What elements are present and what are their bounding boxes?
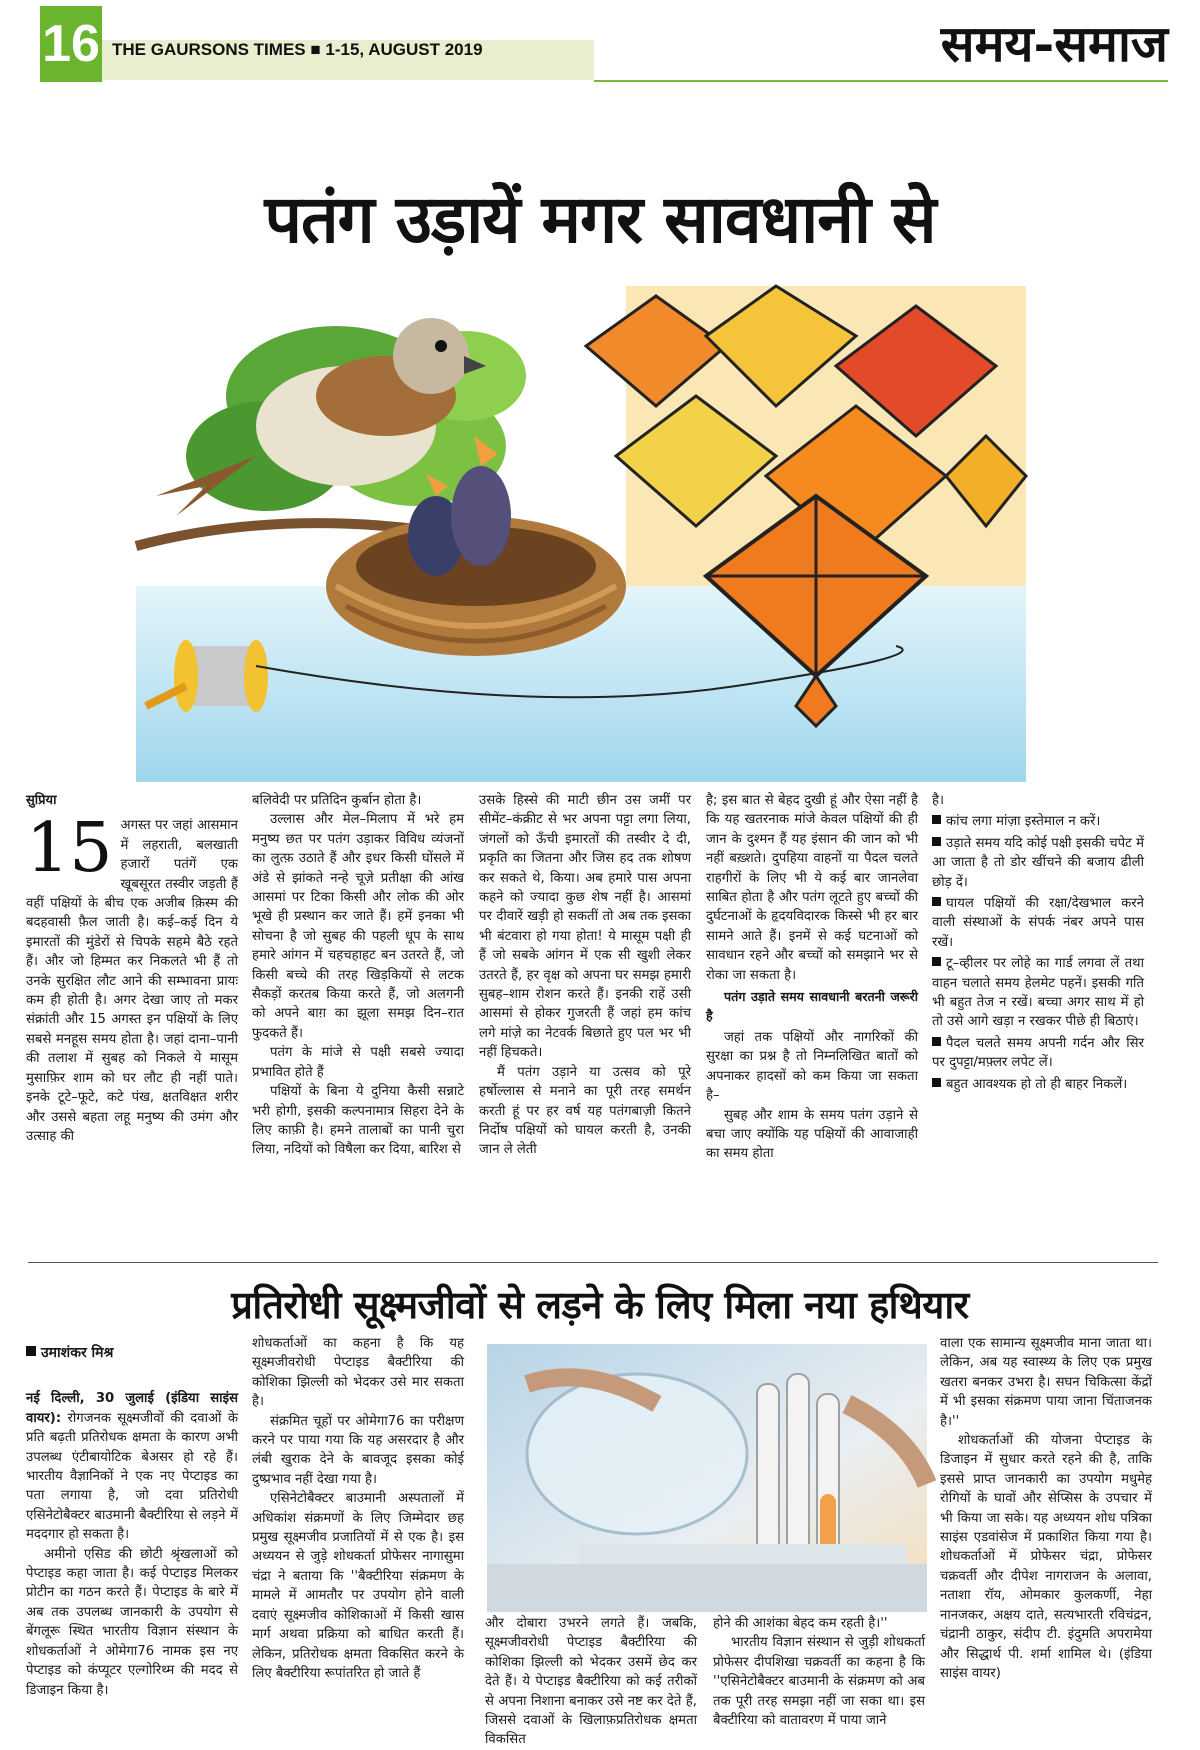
article2-column-5: [940, 1334, 1152, 1734]
bullet-marker: [932, 815, 941, 824]
bullet-marker: [932, 837, 941, 846]
publication-bar: [102, 40, 594, 80]
paragraph: जहां तक पक्षियों और नागरिकों की सुरक्षा का प्रश्न है तो निम्नलिखित बातों को अपनाकर हादसों को कम किया जा सकता है–: [706, 1029, 918, 1104]
article1-column-2: [252, 791, 464, 1253]
paragraph: उल्लास और मेल–मिलाप में भरे हम मनुष्य छत पर पतंग उड़ाकर विविध व्यंजनों का लुत्फ़ उठाते हैं और इधर किसी घोंसले में अंडे से झांकते नन्हे चूज़े प्रतीक्षा की आंख आसमां पर टिका किसी और लोक की ओर भूखे ही प्रस्थान कर जाते हैं। हमें इनका भी सोचना है जो सुबह की पहली धूप के साथ हमारे आंगन में चहचहाहट बन उतरते हैं, जो किसी बच्चे की तरह खिड़कियों से लटक सैकड़ों करतब किया करते हैं, जो अलगनी को अपने बाग़ का झूला समझ दिन–रात फुदकते हैं।: [252, 812, 464, 1041]
article2-column-3: [485, 1614, 697, 1748]
article2-column-2: [252, 1334, 464, 1734]
bullet-marker: [932, 1037, 941, 1046]
publication-line: [112, 40, 483, 60]
dateline: नई दिल्ली, 30 जुलाई (इंडिया साइंस वायर):: [26, 1391, 238, 1426]
bullet-item: पैदल चलते समय अपनी गर्दन और सिर पर दुपट्टा/मफ़्लर लपेट लें।: [932, 1035, 1144, 1071]
paragraph: शोधकर्ताओं की योजना पेप्टाइड के डिजाइन में सुधार करते रहने की है, ताकि इससे प्राप्त जानकारी का उपयोग मधुमेह रोगियों के घावों और सेप्सिस के उपचार में भी किया जा सके। यह अध्ययन शोध पत्रिका साइंस एडवांसेज में प्रकाशित किया गया है। शोधकर्ताओं में प्रोफेसर चंद्रा, प्रोफेसर चक्रवर्ती और दीपेश नागराजन के अलावा, नताशा रॉय, ओमकार कुलकर्णी, नेहा नानजकर, अक्षय दाते, सत्यभारती रविचंद्रन, चंद्रानी ठाकुर, संदीप टी. इंदुमति अपरामेया और सिद्धार्थ पी. शर्मा शामिल थे। (इंडिया साइंस वायर): [940, 1433, 1152, 1681]
bullet-item: उड़ाते समय यदि कोई पक्षी इसकी चपेट में आ जाता है तो डोर खींचने की बजाय ढीली छोड़ दें।: [932, 835, 1144, 890]
bullet-item: कांच लगा मांज़ा इस्तेमाल न करें।: [932, 812, 1144, 831]
section-title: समय-समाज: [940, 14, 1168, 73]
article2-headline: प्रतिरोधी सूक्ष्मजीवों से लड़ने के लिए मिला नया हथियार: [231, 1283, 969, 1327]
page-number: 16: [40, 6, 102, 82]
masthead: [40, 6, 1168, 82]
bullet-item: टू–व्हीलर पर लोहे का गार्ड लगवा लें तथा वाहन चलाते समय हेलमेट पहनें। इसकी गति भी बहुत तेज न रखें। बच्चा अगर साथ में हो तो उसे आगे खड़ा न रखकर पीछे ही बिठाएं।: [932, 956, 1144, 1030]
article2-byline: उमाशंकर मिश्र: [26, 1344, 238, 1363]
paragraph: नई दिल्ली, 30 जुलाई (इंडिया साइंस वायर): रोगजनक सूक्ष्मजीवों की दवाओं के प्रति बढ़ती प्रतिरोधक क्षमता के कारण अभी उपलब्ध एंटीबायोटिक बेअसर हो रहे हैं। भारतीय वैज्ञानिकों ने एक नए पेप्टाइड का पता लगाया है, जो दवा प्रतिरोधी एसिनेटोबैक्टर बाउमानी बैक्टीरिया से लड़ने में मददगार हो सकता है।: [26, 1391, 238, 1543]
paragraph: पक्षियों के बिना ये दुनिया कैसी सन्नाटे भरी होगी, इसकी कल्पनामात्र सिहरा देने के लिए काफ़ी है। हमने तालाबों का पानी चुरा लिया, नदियों को विषैला कर दिया, बारिश से: [252, 1084, 464, 1158]
bullet-item: घायल पक्षियों की रक्षा/देखभाल करने वाली संस्थाओं के संपर्क नंबर अपने पास रखें।: [932, 896, 1144, 950]
paragraph: शोधकर्ताओं का कहना है कि यह सूक्ष्मजीवरोधी पेप्टाइड बैक्टीरिया की कोशिका झिल्ली को भेदकर उसे मार सकता है।: [252, 1336, 464, 1410]
paragraph: पतंग के मांजे से पक्षी सबसे ज्यादा प्रभावित होते हैं: [252, 1045, 464, 1080]
paragraph: उसके हिस्से की माटी छीन उस जमीं पर सीमेंट–कंक्रीट से भर अपना पट्टा लगा लिया, जंगलों को ऊँची इमारतों की तस्वीर दे दी, प्रकृति का जितना और जिस हद तक शोषण कर सकते थे, किया। अब हमारे पास अपना कहने को ज्यादा कुछ शेष नहीं है। आसमां पर दीवारें खड़ी हो सकतीं तो अब तक इसका भी बंटवारा हो गया होता! ये मासूम पक्षी ही हैं जो सबके आंगन में एक सी खुशी लेकर उतरते हैं, हर वृक्ष को अपना घर समझ हमारी सुबह–शाम रोशन करते हैं। इनकी राहें उसी आसमां से होकर गुजरती हैं जहां हम कांच लगे मांज़े का नेटवर्क बिछाते हुए पल भर भी नहीं हिचकते।: [479, 793, 691, 1061]
paragraph: है; इस बात से बेहद दुखी हूं और ऐसा नहीं है कि यह खतरनाक मांजे केवल पक्षियों की ही जान के दुश्मन हैं यह इंसान की जान को भी नहीं बख़्शते। दुपहिया वाहनों या पैदल चलते राहगीरों के लिए भी ये कई बार जानलेवा साबित होता है और पतंग लूटते हुए बच्चों की दुर्घटनाओं के हृदयविदारक किस्से भी हर बार सामने आते हैं। इनमें से कई घटनाओं को सावधान रहने और बच्चों को समझाने भर से रोका जा सकता है।: [706, 793, 918, 983]
paragraph: एसिनेटोबैक्टर बाउमानी अस्पतालों में अधिकांश संक्रमणों के लिए जिम्मेदार छह प्रमुख सूक्ष्मजीव प्रजातियों में से एक है। इस अध्ययन से जुड़े शोधकर्ता प्रोफेसर नागासुमा चंद्रा ने बताया कि ''बैक्टीरिया संक्रमण के मामले में आमतौर पर उपयोग होने वाली दवाएं सूक्ष्मजीव कोशिकाओं में किसी खास मार्ग अथवा प्रक्रिया को बाधित करती हैं। लेकिन, प्रतिरोधक क्षमता विकसित करने के लिए बैक्टीरिया रूपांतरित हो जाते हैं: [252, 1491, 464, 1681]
paragraph: बलिवेदी पर प्रतिदिन कुर्बान होता है।: [252, 793, 422, 808]
publication-name: THE GAURSONS TIMES: [112, 40, 306, 59]
dropcap: 15: [26, 809, 113, 889]
article-divider: [28, 1262, 1158, 1263]
paragraph: मैं पतंग उड़ाने या उत्सव को पूरे हर्षोल्लास से मनाने का पूरी तरह समर्थन करती हूं पर हर वर्ष यह पतंगबाज़ी कितने निर्दोष पक्षियों को घायल करती है, उनकी जान ले लेती: [479, 1064, 691, 1158]
bullet-marker: [932, 1078, 941, 1087]
paragraph: भारतीय विज्ञान संस्थान से जुड़ी शोधकर्ता प्रोफेसर दीपशिखा चक्रवर्ती का कहना है कि ''एसिनेटोबैक्टर बाउमानी के संक्रमण को अब तक पूरी तरह समझा नहीं जा सका था। इस बैक्टीरिया को वातावरण में पाया जाने: [713, 1635, 925, 1729]
hero-illustration: [136, 286, 1026, 782]
article1-headline: पतंग उड़ायें मगर सावधानी से: [264, 181, 936, 258]
bullet-marker: [26, 1346, 36, 1356]
separator: ■: [310, 40, 321, 59]
bullet-marker: [932, 897, 941, 906]
paragraph: होने की आशंका बेहद कम रहती है।'': [713, 1616, 888, 1631]
paragraph: है।: [932, 793, 945, 808]
section-rule: [594, 80, 1168, 82]
paragraph: अमीनो एसिड की छोटी श्रृंखलाओं को पेप्टाइड कहा जाता है। कई पेप्टाइड मिलकर प्रोटीन का गठन करते हैं। पेप्टाइड के बारे में अब तक उपलब्ध जानकारी के उपयोग से बेंगलूरू स्थित भारतीय विज्ञान संस्थान के शोधकर्ताओं ने ओमेगा76 नामक इस नए पेप्टाइड को कंप्यूटर एल्गोरिथ्म की मदद से डिजाइन किया है।: [26, 1546, 238, 1698]
issue-date: 1-15, AUGUST 2019: [325, 40, 483, 59]
bullet-item: बहुत आवश्यक हो तो ही बाहर निकलें।: [932, 1075, 1144, 1094]
article1-column-4: [706, 791, 918, 1253]
article2-column-4: [713, 1614, 925, 1734]
article2-column-1: [26, 1330, 238, 1734]
article1-column-5: [932, 791, 1144, 1253]
paragraph: वाला एक सामान्य सूक्ष्मजीव माना जाता था। लेकिन, अब यह स्वास्थ्य के लिए एक प्रमुख खतरा बनकर उभरा है। सघन चिकित्सा केंद्रों में भी इसका संक्रमण पाया जाना चिंताजनक है।'': [940, 1336, 1152, 1429]
paragraph: संक्रमित चूहों पर ओमेगा76 का परीक्षण करने पर पाया गया कि यह असरदार है और लंबी खुराक देने के बावजूद इसका कोई दुष्प्रभाव नहीं देखा गया है।: [252, 1413, 464, 1487]
lab-photo: [487, 1344, 927, 1612]
article1-byline: सुप्रिया: [26, 793, 57, 808]
paragraph: अगस्त पर जहां आसमान में लहराती, बलखाती हजारों पतंगें एक खूबसूरत तस्वीर जड़ती हैं वहीं पक्षियों के बीच एक अजीब क़िस्म की बदहवासी फ़ैल जाती है। कई–कई दिन ये इमारतों की मुंडेरों से चिपके सहमे बैठे रहते हैं। और जो हिम्मत कर निकलते भी हैं तो उनके सुरक्षित लौट आने की सम्भावना प्रायः कम ही होती है। अगर देखा जाए तो मकर संक्रांती और 15 अगस्त इन पक्षियों के लिए सबसे मनहूस समय होता है। जहां दाना–पानी की तलाश में सुबह को निकले ये मासूम मुसाफ़िर शाम को घर लौट ही नहीं पाते। इनके टूटे–फूटे, कटे पंख, क्षतविक्षत शरीर और उससे बहता लहू मनुष्य की उमंग और उत्साह की: [26, 818, 238, 1144]
paragraph: और दोबारा उभरने लगते हैं। जबकि, सूक्ष्मजीवरोधी पेप्टाइड बैक्टीरिया की कोशिका झिल्ली को भेदकर उसमें छेद कर देते हैं। ये पेप्टाइड बैक्टीरिया को कई तरीकों से अपना निशाना बनाकर उसे नष्ट कर देते हैं, जिससे दवाओं के खिलाफ़प्रतिरोधक क्षमता विकसित: [485, 1616, 697, 1748]
subheading: पतंग उड़ाते समय सावधानी बरतनी जरूरी है: [706, 989, 918, 1024]
article1-column-1: [26, 791, 238, 1253]
bullet-marker: [932, 957, 941, 966]
article1-column-3: [479, 791, 691, 1253]
paragraph: सुबह और शाम के समय पतंग उड़ाने से बचा जाए क्योंकि यह पक्षियों की आवाजाही का समय होता: [706, 1107, 918, 1162]
